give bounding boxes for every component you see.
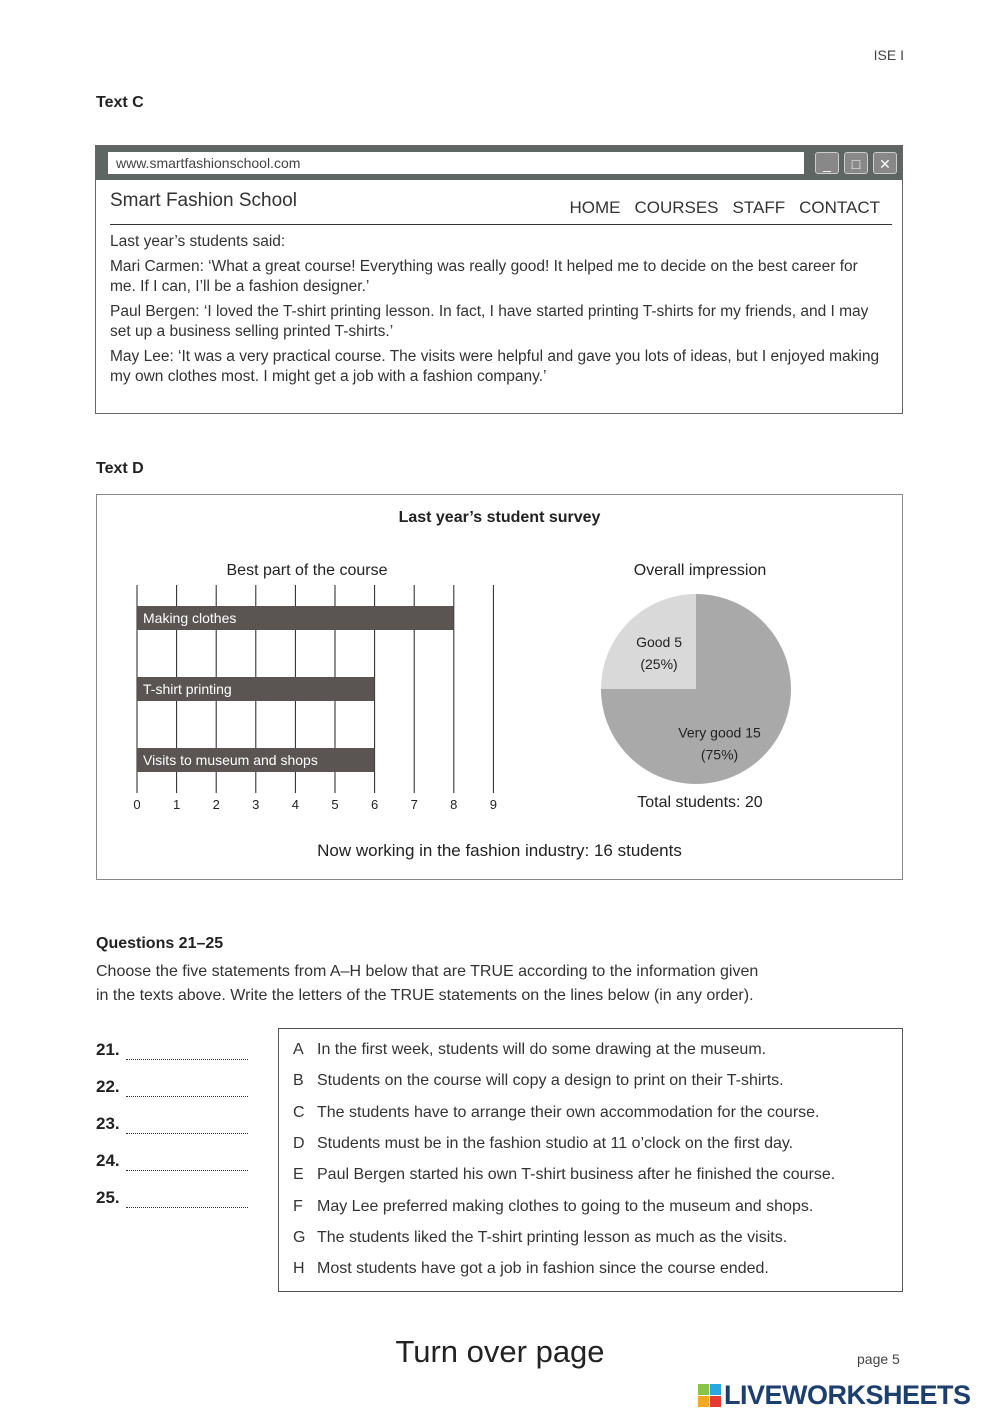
bar-chart-title: Best part of the course bbox=[226, 562, 388, 579]
nav-staff: STAFF bbox=[732, 198, 786, 217]
question-number: 21. bbox=[96, 1040, 120, 1059]
answer-line bbox=[96, 1188, 248, 1208]
statement-f bbox=[293, 1198, 813, 1216]
statement-letter: B bbox=[293, 1072, 304, 1090]
answer-input[interactable] bbox=[126, 1078, 248, 1097]
exam-label: ISE I bbox=[873, 47, 904, 63]
question-number: 24. bbox=[96, 1151, 120, 1170]
nav-courses: COURSES bbox=[634, 198, 719, 217]
statement-letter: E bbox=[293, 1166, 304, 1184]
testimonials bbox=[110, 232, 880, 392]
statement-text: The students have to arrange their own accommodation for the course. bbox=[317, 1103, 820, 1121]
pie-label: Very good 15 bbox=[678, 724, 761, 741]
question-number: 22. bbox=[96, 1077, 120, 1096]
browser-mockup bbox=[95, 145, 903, 414]
pie-percent-label: (75%) bbox=[700, 746, 739, 763]
statement-letter: D bbox=[293, 1134, 305, 1152]
x-tick-label: 1 bbox=[172, 797, 181, 812]
instruction-line: Choose the five statements from A–H below that are TRUE according to the information given bbox=[96, 963, 759, 980]
turn-over-text: Turn over page bbox=[395, 1334, 605, 1369]
pie-percent-label: (25%) bbox=[640, 656, 678, 673]
testimonials-intro: Last year’s students said: bbox=[110, 233, 286, 250]
x-tick-label: 7 bbox=[410, 797, 418, 812]
text-c-heading: Text C bbox=[96, 94, 144, 111]
pie-chart-title: Overall impression bbox=[633, 562, 767, 579]
questions-heading: Questions 21–25 bbox=[96, 935, 224, 952]
minimize-icon: _ bbox=[815, 152, 839, 174]
answer-input[interactable] bbox=[126, 1189, 248, 1208]
answer-line bbox=[96, 1077, 248, 1097]
x-tick-label: 0 bbox=[133, 797, 141, 812]
question-number: 23. bbox=[96, 1114, 120, 1133]
statement-letter: F bbox=[293, 1197, 303, 1215]
answer-input[interactable] bbox=[126, 1041, 248, 1060]
quote: Paul Bergen: ‘I loved the T-shirt printing lesson. In fact, I have started printing T-shirts for my friends, and I may set up a business selling printed T-shirts.’ bbox=[110, 303, 869, 340]
page-number: page 5 bbox=[857, 1351, 900, 1367]
browser-titlebar bbox=[96, 146, 902, 180]
statement-text: Students must be in the fashion studio at 11 o’clock on the first day. bbox=[317, 1134, 794, 1152]
x-tick-label: 9 bbox=[489, 797, 498, 812]
statement-text: Students on the course will copy a design to print on their T-shirts. bbox=[317, 1072, 784, 1090]
statement-e bbox=[293, 1166, 835, 1184]
site-title: Smart Fashion School bbox=[110, 190, 297, 211]
question-number: 25. bbox=[96, 1188, 120, 1207]
statement-letter: A bbox=[293, 1041, 304, 1058]
statement-text: The students liked the T-shirt printing lesson as much as the visits. bbox=[317, 1228, 788, 1246]
statement-h bbox=[293, 1260, 769, 1278]
survey-box bbox=[96, 494, 903, 880]
nav-contact: CONTACT bbox=[799, 198, 880, 217]
text-d-heading: Text D bbox=[96, 460, 144, 477]
statement-letter: G bbox=[293, 1228, 306, 1246]
statement-b bbox=[293, 1072, 784, 1090]
url-bar: www.smartfashionschool.com bbox=[108, 152, 804, 174]
logo-icon bbox=[698, 1384, 721, 1407]
statement-d bbox=[293, 1135, 793, 1153]
statement-text: In the first week, students will do some drawing at the museum. bbox=[317, 1041, 767, 1058]
x-tick-label: 2 bbox=[212, 797, 220, 812]
statement-g bbox=[293, 1229, 787, 1247]
bar-label: Making clothes bbox=[143, 610, 237, 626]
x-tick-label: 3 bbox=[252, 797, 260, 812]
statement-c bbox=[293, 1104, 820, 1122]
pie-total-note: Total students: 20 bbox=[637, 794, 763, 811]
bar-label: Visits to museum and shops bbox=[143, 752, 318, 768]
site-nav bbox=[569, 198, 880, 218]
statement-text: May Lee preferred making clothes to going to the museum and shops. bbox=[317, 1197, 814, 1215]
survey-footer: Now working in the fashion industry: 16 students bbox=[317, 841, 682, 860]
statement-letter: C bbox=[293, 1103, 305, 1121]
answer-line bbox=[96, 1114, 248, 1134]
x-tick-label: 6 bbox=[370, 797, 379, 812]
survey-title: Last year’s student survey bbox=[398, 509, 601, 526]
statements-box bbox=[278, 1028, 903, 1292]
close-icon: ✕ bbox=[873, 152, 897, 174]
quote: Mari Carmen: ‘What a great course! Everything was really good! It helped me to decide on the best career for me. If I can, I’ll be a fashion designer.’ bbox=[110, 258, 858, 295]
brand-name: LIVEWORKSHEETS bbox=[724, 1380, 971, 1410]
liveworksheets-logo bbox=[698, 1380, 971, 1411]
statement-a bbox=[293, 1041, 766, 1059]
survey-chart bbox=[97, 495, 902, 879]
pie-label: Good 5 bbox=[636, 634, 683, 651]
statement-letter: H bbox=[293, 1260, 305, 1278]
answer-line bbox=[96, 1151, 248, 1171]
answer-input[interactable] bbox=[126, 1152, 248, 1171]
quote: May Lee: ‘It was a very practical course. The visits were helpful and gave you lots of ideas, but I enjoyed making my own clothes most. I might get a job with a fashion company.’ bbox=[110, 348, 880, 385]
maximize-icon: □ bbox=[844, 152, 868, 174]
x-tick-label: 4 bbox=[291, 797, 300, 812]
x-tick-label: 5 bbox=[331, 797, 339, 812]
instruction-line: in the texts above. Write the letters of the TRUE statements on the lines below (in any order). bbox=[96, 987, 754, 1004]
nav-home: HOME bbox=[569, 198, 621, 217]
statement-text: Most students have got a job in fashion since the course ended. bbox=[317, 1260, 769, 1278]
bar-label: T-shirt printing bbox=[143, 681, 232, 697]
x-tick-label: 8 bbox=[450, 797, 458, 812]
answer-input[interactable] bbox=[126, 1115, 248, 1134]
nav-divider bbox=[110, 224, 892, 225]
statement-text: Paul Bergen started his own T-shirt business after he finished the course. bbox=[317, 1166, 836, 1184]
answer-line bbox=[96, 1040, 248, 1060]
questions-instructions bbox=[96, 960, 916, 1008]
